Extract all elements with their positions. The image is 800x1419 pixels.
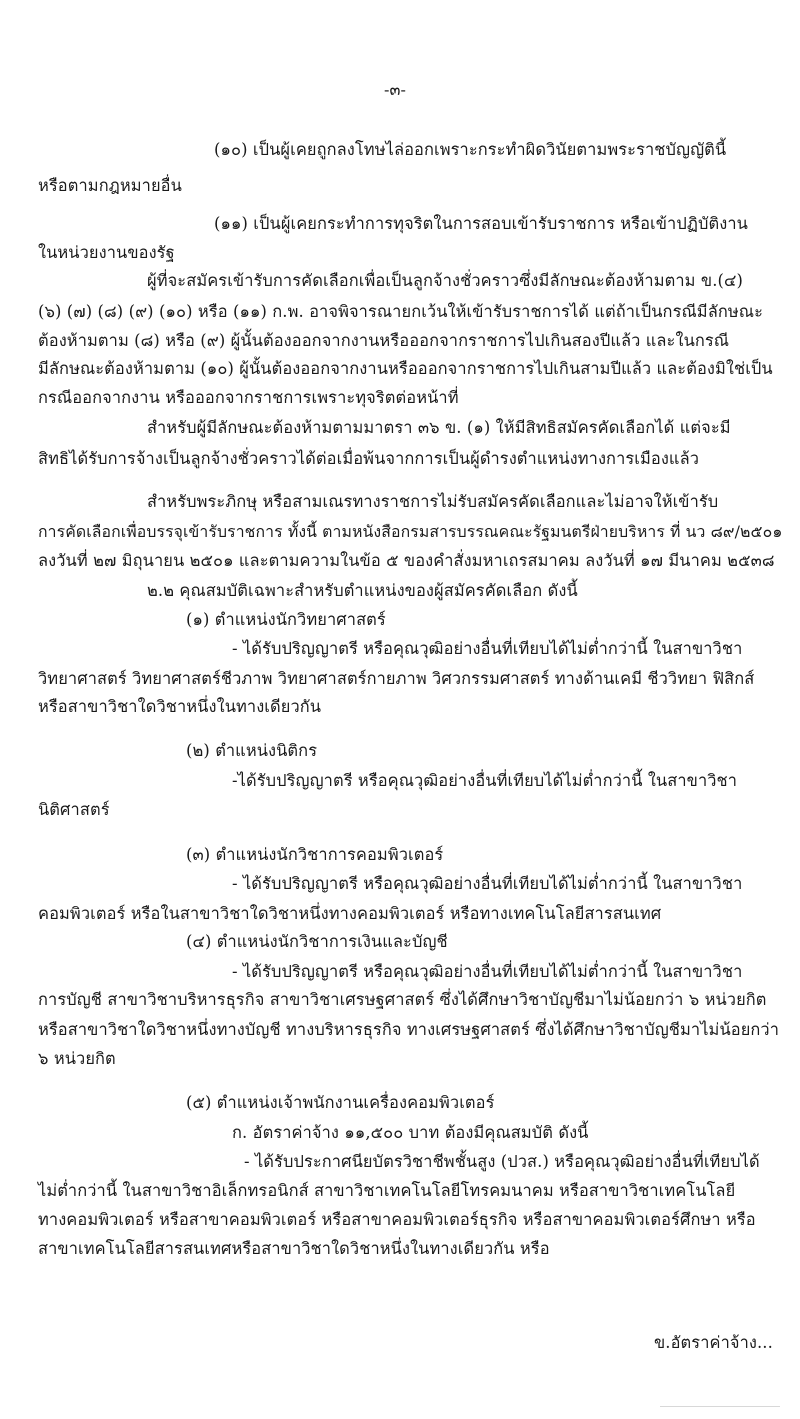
position-heading: (๓) ตำแหน่งนักวิชาการคอมพิวเตอร์ bbox=[186, 845, 444, 864]
text-line: สาขาเทคโนโลยีสารสนเทศหรือสาขาวิชาใดวิชาหนึ่งในทางเดียวกัน หรือ bbox=[38, 1239, 550, 1258]
text-line: ทางคอมพิวเตอร์ หรือสาขาคอมพิวเตอร์ หรือสาขาคอมพิวเตอร์ธุรกิจ หรือสาขาคอมพิวเตอร์ศึกษา หรือ bbox=[38, 1210, 756, 1229]
text-line: -ได้รับปริญญาตรี หรือคุณวุฒิอย่างอื่นที่เทียบได้ไม่ต่ำกว่านี้ ในสาขาวิชา bbox=[232, 771, 738, 790]
text-line: กรณีออกจากงาน หรือออกจากราชการเพราะทุจริตต่อหน้าที่ bbox=[38, 388, 459, 407]
position-heading: (๕) ตำแหน่งเจ้าพนักงานเครื่องคอมพิวเตอร์ bbox=[186, 1093, 495, 1112]
text-line: หรือตามกฎหมายอื่น bbox=[38, 176, 182, 195]
text-line: ต้องห้ามตาม (๘) หรือ (๙) ผู้นั้นต้องออกจากงานหรือออกจากราชการไปเกินสองปีแล้ว และในกรณี bbox=[38, 331, 730, 350]
text-line: - ได้รับปริญญาตรี หรือคุณวุฒิอย่างอื่นที่เทียบได้ไม่ต่ำกว่านี้ ในสาขาวิชา bbox=[232, 639, 743, 658]
continuation-footer: ข.อัตราค่าจ้าง... bbox=[654, 1333, 773, 1352]
text-line: คอมพิวเตอร์ หรือในสาขาวิชาใดวิชาหนึ่งทางคอมพิวเตอร์ หรือทางเทคโนโลยีสารสนเทศ bbox=[38, 904, 662, 923]
text-line: - ได้รับประกาศนียบัตรวิชาชีพชั้นสูง (ปวส.) หรือคุณวุฒิอย่างอื่นที่เทียบได้ bbox=[244, 1152, 760, 1171]
text-line: ไม่ต่ำกว่านี้ ในสาขาวิชาอิเล็กทรอนิกส์ สาขาวิชาเทคโนโลยีโทรคมนาคม หรือสาขาวิชาเทคโนโลยี bbox=[38, 1181, 736, 1200]
text-line: สำหรับพระภิกษุ หรือสามเณรทางราชการไม่รับสมัครคัดเลือกและไม่อาจให้เข้ารับ bbox=[147, 492, 719, 511]
text-line: (๑๑) เป็นผู้เคยกระทำการทุจริตในการสอบเข้ารับราชการ หรือเข้าปฏิบัติงาน bbox=[214, 214, 748, 233]
text-line: หรือสาขาวิชาใดวิชาหนึ่งในทางเดียวกัน bbox=[38, 697, 322, 716]
position-heading: (๒) ตำแหน่งนิติกร bbox=[186, 741, 318, 760]
text-line: ลงวันที่ ๒๗ มิถุนายน ๒๕๐๑ และตามความในข้อ ๕ ของคำสั่งมหาเถรสมาคม ลงวันที่ ๑๗ มีนาคม ๒๕๓๘ bbox=[38, 551, 775, 570]
text-line: - ได้รับปริญญาตรี หรือคุณวุฒิอย่างอื่นที่เทียบได้ไม่ต่ำกว่านี้ ในสาขาวิชา bbox=[232, 874, 743, 893]
text-line: ก. อัตราค่าจ้าง ๑๑,๕๐๐ บาท ต้องมีคุณสมบัติ ดังนี้ bbox=[232, 1123, 589, 1142]
text-line: สำหรับผู้มีลักษณะต้องห้ามตามมาตรา ๓๖ ข. (๑) ให้มีสิทธิสมัครคัดเลือกได้ แต่จะมี bbox=[147, 418, 731, 437]
text-line: การคัดเลือกเพื่อบรรจุเข้ารับราชการ ทั้งนี้ ตามหนังสือกรมสารบรรณคณะรัฐมนตรีฝ่ายบริหาร ที่ นว ๘๙/๒๕๐๑ bbox=[38, 522, 783, 541]
section-heading: ๒.๒ คุณสมบัติเฉพาะสำหรับตำแหน่งของผู้สมัครคัดเลือก ดังนี้ bbox=[147, 581, 578, 600]
text-line: ผู้ที่จะสมัครเข้ารับการคัดเลือกเพื่อเป็นลูกจ้างชั่วคราวซึ่งมีลักษณะต้องห้ามตาม ข.(๔) bbox=[147, 271, 743, 290]
text-line: (๑๐) เป็นผู้เคยถูกลงโทษไล่ออกเพราะกระทำผิดวินัยตามพระราชบัญญัตินี้ bbox=[214, 140, 727, 159]
text-line: ๖ หน่วยกิต bbox=[38, 1049, 116, 1068]
text-line: นิติศาสตร์ bbox=[38, 800, 110, 819]
text-line: วิทยาศาสตร์ วิทยาศาสตร์ชีวภาพ วิทยาศาสตร์กายภาพ วิศวกรรมศาสตร์ ทางด้านเคมี ชีววิทยา ฟิสิกส์ bbox=[38, 669, 755, 688]
text-line: มีลักษณะต้องห้ามตาม (๑๐) ผู้นั้นต้องออกจากงานหรือออกจากราชการไปเกินสามปีแล้ว และต้องมิใช่เป็น bbox=[38, 359, 773, 378]
position-heading: (๑) ตำแหน่งนักวิทยาศาสตร์ bbox=[186, 610, 386, 629]
text-line: - ได้รับปริญญาตรี หรือคุณวุฒิอย่างอื่นที่เทียบได้ไม่ต่ำกว่านี้ ในสาขาวิชา bbox=[232, 962, 743, 981]
scan-edge-line bbox=[660, 1406, 780, 1407]
position-heading: (๔) ตำแหน่งนักวิชาการเงินและบัญชี bbox=[186, 932, 448, 951]
page-number: -๓- bbox=[384, 80, 407, 99]
text-line: (๖) (๗) (๘) (๙) (๑๐) หรือ (๑๑) ก.พ. อาจพิจารณายกเว้นให้เข้ารับราชการได้ แต่ถ้าเป็นกรณีมีลักษณะ bbox=[38, 302, 763, 321]
text-line: ในหน่วยงานของรัฐ bbox=[38, 243, 175, 262]
text-line: หรือสาขาวิชาใดวิชาหนึ่งทางบัญชี ทางบริหารธุรกิจ ทางเศรษฐศาสตร์ ซึ่งได้ศึกษาวิชาบัญชีมาไม่น้อยกว่า bbox=[38, 1020, 780, 1039]
text-line: การบัญชี สาขาวิชาบริหารธุรกิจ สาขาวิชาเศรษฐศาสตร์ ซึ่งได้ศึกษาวิชาบัญชีมาไม่น้อยกว่า ๖ หน่วยกิต bbox=[38, 990, 767, 1009]
text-line: สิทธิได้รับการจ้างเป็นลูกจ้างชั่วคราวได้ต่อเมื่อพ้นจากการเป็นผู้ดำรงตำแหน่งทางการเมืองแล้ว bbox=[38, 449, 700, 468]
